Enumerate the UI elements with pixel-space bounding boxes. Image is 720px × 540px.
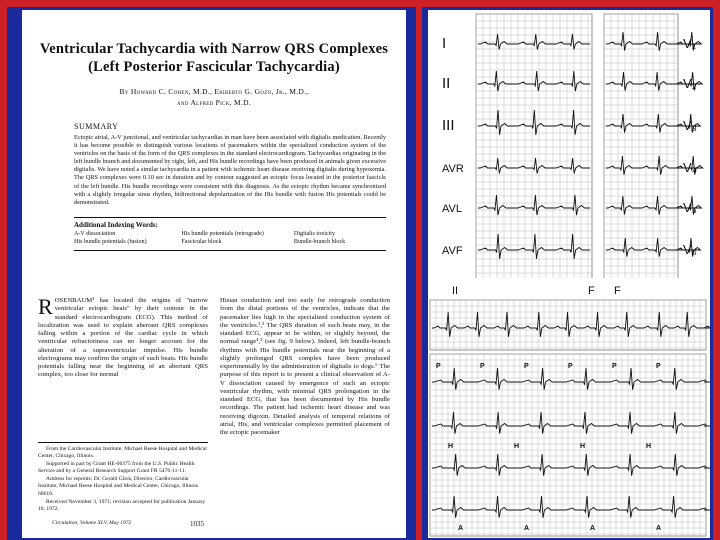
limb-lead-label: AVR xyxy=(442,163,464,175)
paper-title: Ventricular Tachycardia with Narrow QRS Complexes (Left Posterior Fascicular Tachycardia) xyxy=(39,41,389,75)
his-potential-label: H xyxy=(580,443,586,450)
index-term: His bundle potentials (fusion) xyxy=(74,238,147,245)
authors-line-1: By Howard C. Cohen, M.D., Eriberto G. Gozo, Jr., M.D., xyxy=(119,87,309,96)
index-term: Fascicular block xyxy=(181,238,222,245)
limb-lead-label: I xyxy=(442,35,447,52)
rhythm-lead-label: II xyxy=(452,285,459,297)
rhythm-label-band xyxy=(428,278,710,300)
p-wave-label: P xyxy=(656,363,661,370)
ecg-grid xyxy=(428,14,710,536)
fusion-marker-label: F xyxy=(588,285,595,297)
chest-lead-label: V₁ xyxy=(683,36,697,51)
divider xyxy=(74,250,386,251)
frame-right xyxy=(713,0,720,540)
author-list xyxy=(22,86,406,108)
limb-lead-label: AVF xyxy=(442,245,463,257)
body-column-left xyxy=(38,294,208,380)
authors-line-2: and Alfred Pick, M.D. xyxy=(176,98,252,107)
summary-heading: SUMMARY xyxy=(74,122,119,131)
index-term: A-V dissociation xyxy=(74,230,116,237)
frame-left xyxy=(0,0,7,540)
limb-lead-label: AVL xyxy=(442,203,462,215)
footnote: From the Cardiovascular Institute, Michael Reese Hospital and Medical Center, Chicago, Illinois. xyxy=(38,446,207,460)
his-potential-label: H xyxy=(646,443,652,450)
index-term: Digitalis toxicity xyxy=(293,230,336,237)
limb-lead-label: III xyxy=(442,117,455,134)
frame-divider xyxy=(416,0,422,540)
index-term: Bundle-branch block xyxy=(293,238,346,245)
footnote: Received November 3, 1971; revision accepted for publication January 10, 1972. xyxy=(38,498,206,512)
frame-top xyxy=(0,0,720,7)
ecg-panel xyxy=(428,10,710,538)
footnote: Supported in part by Grant HE-06375 from the U.S. Public Health Service and by a General Research Support Grant FR 5476-11-11. xyxy=(38,461,195,475)
page-number: 1035 xyxy=(190,520,204,528)
paper-page xyxy=(22,10,406,538)
indexing-heading: Additional Indexing Words: xyxy=(74,220,158,229)
indexing-terms xyxy=(74,230,386,246)
journal-footer: Circulation, Volume XLV, May 1972 xyxy=(52,520,132,526)
chest-lead-label: V₅ xyxy=(683,200,697,215)
atrial-potential-label: A xyxy=(458,525,464,532)
his-potential-label: H xyxy=(514,443,520,450)
body-text-left: OSENBAUM¹ has located the origins of "narrow ventricular ectopic beats" by their contour in the standard electrocardiogram (ECG). This method of localization was used to explain aberrant QRS complexes falling within a portion of the cardiac cycle in which ventricular refractoriness can no longer account for the alteration of a supraventricular impulse. His bundle electrograms may confirm the origin of such beats. His bundle potentials falling near the beginning of an aberrant QRS complex, too close for normal xyxy=(38,297,208,379)
p-wave-label: P xyxy=(436,363,441,370)
his-potential-label: H xyxy=(448,443,454,450)
footnote: Address for reprints: Dr. Gerald Glick, Director, Cardiovascular Institute, Michael Reese Hospital and Medical Center, Chicago, Illinois 60616. xyxy=(38,476,198,497)
chest-lead-label: V₄ xyxy=(683,160,697,175)
atrial-potential-label: A xyxy=(590,525,596,532)
atrial-potential-label: A xyxy=(656,525,662,532)
index-term: His bundle potentials (retrograde) xyxy=(181,230,264,237)
chest-lead-label: V₂ xyxy=(683,76,697,91)
drop-cap: R xyxy=(38,294,53,319)
footnotes xyxy=(38,442,208,514)
p-wave-label: P xyxy=(480,363,485,370)
summary-text: Ectopic atrial, A-V junctional, and ventricular tachycardias in man have been associated with digitalis medication. Recently it has become possible to distinguish various locations of pacemakers within the specialized conduction system of the ventricles on the basis of the form of the QRS complexes in the standard electrocardiogram. Tachycardias originating in the left bundle branch and documented by right, left, and His bundle recordings have been produced in animals given excessive digitalis. We have noted a similar tachycardia in a patient with ischemic heart disease receiving digitalis during hypoxemia. The QRS complexes were 0.10 sec in duration and by contour suggested an ectopic focus located in the posterior fascicle of the left bundle. His bundle recordings were consistent with this diagnosis. As the ectopic rhythm became synchronized with a slightly irregular sinus rhythm, bidirectional depolarization of the His bundle with fusion His potentials could be demonstrated. xyxy=(74,134,386,206)
fusion-marker-label: F xyxy=(614,285,621,297)
atrial-potential-label: A xyxy=(524,525,530,532)
chest-lead-label: V₆ xyxy=(683,242,697,257)
indexing-words xyxy=(74,217,386,246)
p-wave-label: P xyxy=(568,363,573,370)
p-wave-label: P xyxy=(524,363,529,370)
limb-lead-label: II xyxy=(442,75,451,92)
p-wave-label: P xyxy=(612,363,617,370)
ecg-figure xyxy=(428,10,710,538)
chest-lead-label: V₃ xyxy=(683,118,697,133)
body-column-right: Hisian conduction and too early for retrograde conduction from the distal portions of the ventricles, indicate that the pacemaker lies high in the specialized conduction system of the ventricles.²,³ The QRS duration of such beats may, in the standard ECG, appear to be within, or slightly beyond, the normal range⁴,⁵ (see fig. 9 below). Indeed, left bundle-branch rhythms with His bundle potentials near the beginning of a slightly prolonged QRS complex have been produced experimentally by the administration of digitalis to dogs.⁶ The purpose of this report is to present a clinical observation of A-V dissociation caused by emergence of such an ectopic ventricular rhythm, with minimal QRS prolongation in the standard ECG, that has been documented by His bundle recordings. The patient had ischemic heart disease and was receiving digoxin. Detailed analysis of temporal relations of atrial, His, and ventricular complexes permitted placement of the ectopic pacemaker xyxy=(220,297,390,436)
